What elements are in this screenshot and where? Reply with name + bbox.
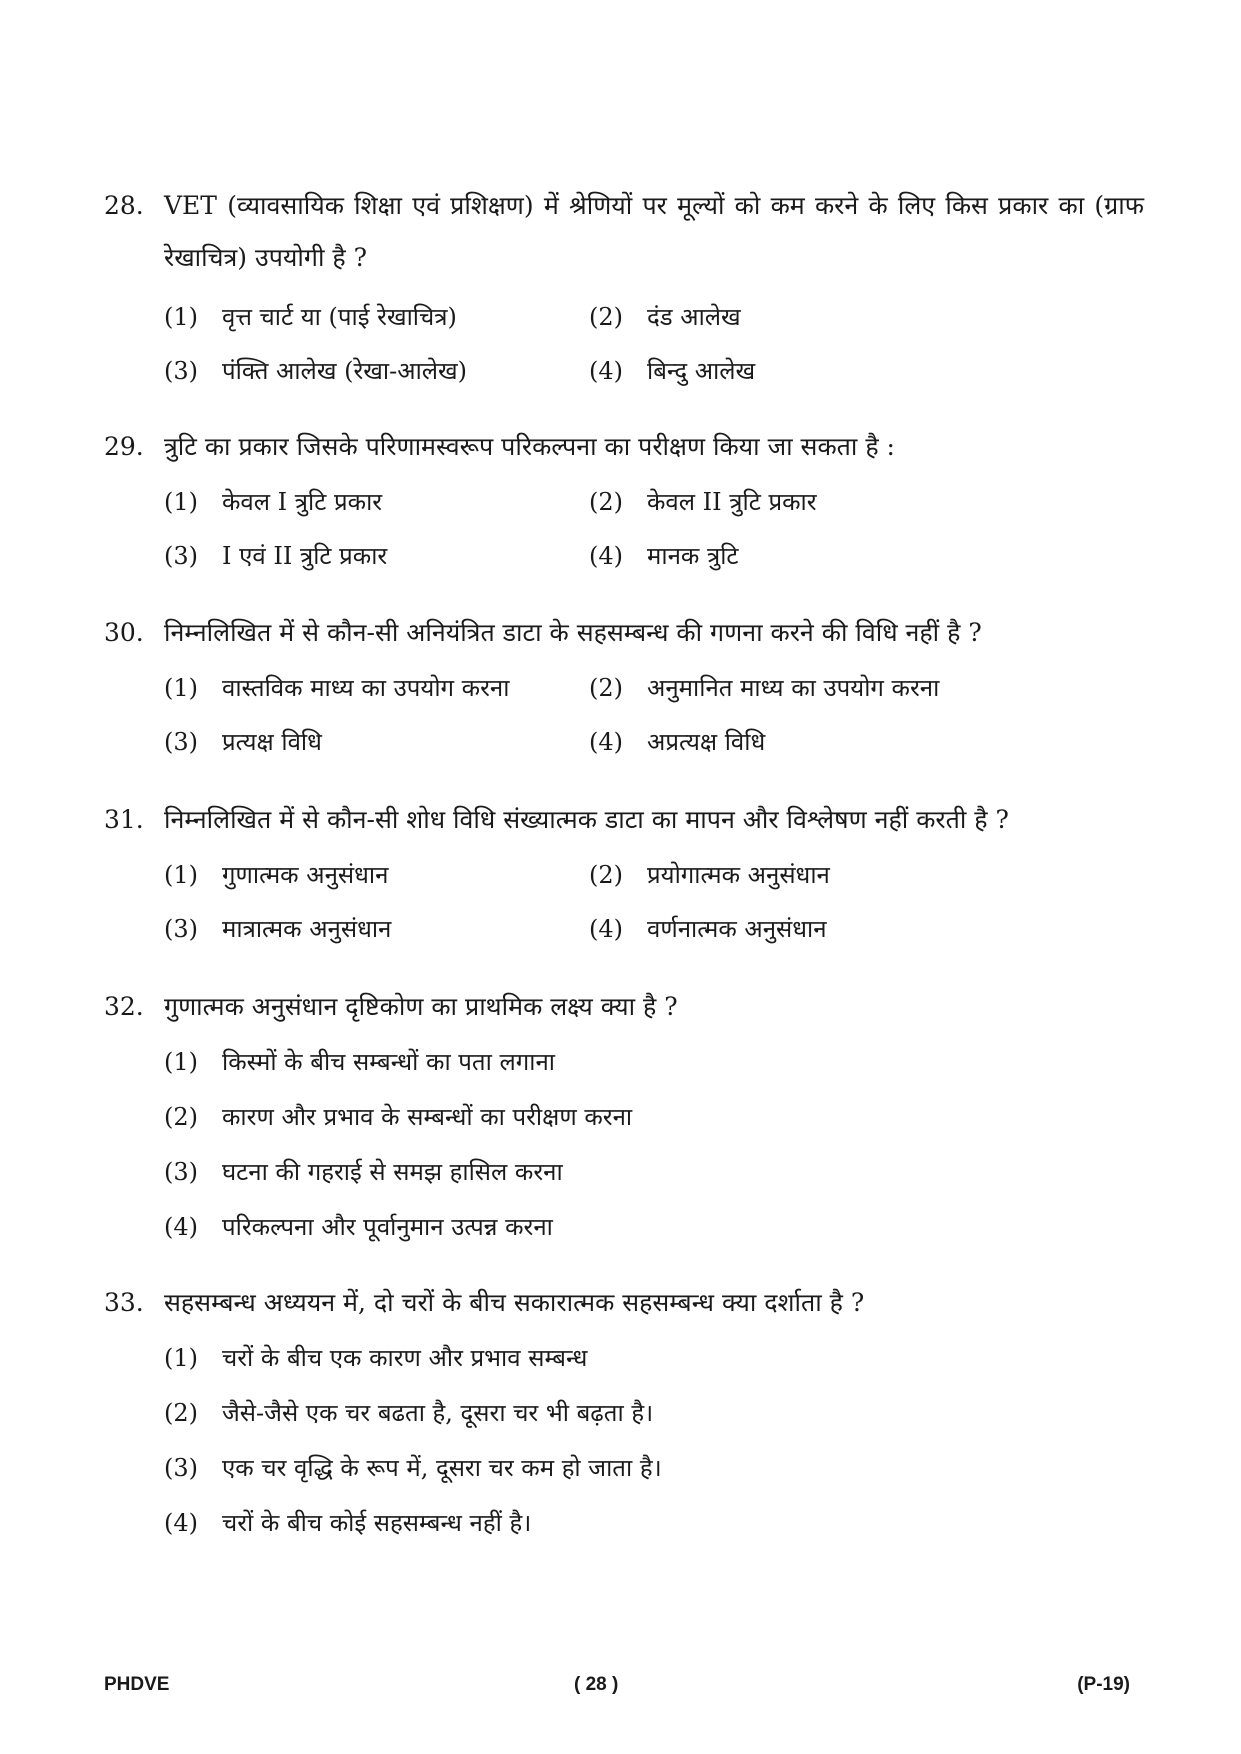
question-text: त्रुटि का प्रकार जिसके परिणामस्वरूप परिकल्पना का परीक्षण किया जा सकता है : <box>164 432 895 461</box>
option-4: (4) बिन्दु आलेख <box>589 357 756 385</box>
question-33 <box>104 1277 1144 1551</box>
option-3: (3) प्रत्यक्ष विधि <box>164 728 322 756</box>
page-footer <box>104 1674 1130 1704</box>
question-text: निम्नलिखित में से कौन-सी शोध विधि संख्यात्मक डाटा का मापन और विश्लेषण नहीं करती है ? <box>164 805 1009 834</box>
question-text: गुणात्मक अनुसंधान दृष्टिकोण का प्राथमिक लक्ष्य क्या है ? <box>164 992 678 1021</box>
options-grid <box>164 290 1144 398</box>
option-2: (2) कारण और प्रभाव के सम्बन्धों का परीक्षण करना <box>164 1103 633 1131</box>
option-1: (1) किस्मों के बीच सम्बन्धों का पता लगाना <box>164 1048 555 1076</box>
options-grid <box>164 475 1144 583</box>
option-3: (3) I एवं II त्रुटि प्रकार <box>164 542 388 570</box>
option-2: (2) केवल II त्रुटि प्रकार <box>589 488 817 516</box>
option-3: (3) घटना की गहराई से समझ हासिल करना <box>164 1158 563 1186</box>
option-1: (1) वास्तविक माध्य का उपयोग करना <box>164 674 510 702</box>
question-number: 29. <box>104 432 144 461</box>
question-28 <box>104 180 1144 398</box>
option-4: (4) अप्रत्यक्ष विधि <box>589 728 766 756</box>
option-2: (2) दंड आलेख <box>589 303 741 331</box>
option-4: (4) मानक त्रुटि <box>589 542 739 570</box>
option-1: (1) केवल I त्रुटि प्रकार <box>164 488 383 516</box>
option-3: (3) एक चर वृद्धि के रूप में, दूसरा चर कम हो जाता है। <box>164 1454 662 1482</box>
options-grid <box>164 661 1144 769</box>
options-list <box>164 1035 1144 1255</box>
option-2: (2) प्रयोगात्मक अनुसंधान <box>589 861 830 889</box>
page-number: ( 28 ) <box>574 1674 619 1695</box>
question-text: निम्नलिखित में से कौन-सी अनियंत्रित डाटा के सहसम्बन्ध की गणना करने की विधि नहीं है ? <box>164 618 982 647</box>
option-1: (1) चरों के बीच एक कारण और प्रभाव सम्बन्ध <box>164 1344 588 1372</box>
question-number: 28. <box>104 191 144 220</box>
question-31 <box>104 794 1144 956</box>
paper-code: PHDVE <box>104 1674 170 1695</box>
question-30 <box>104 607 1144 769</box>
option-1: (1) गुणात्मक अनुसंधान <box>164 861 389 889</box>
question-number: 31. <box>104 805 144 834</box>
option-2: (2) अनुमानित माध्य का उपयोग करना <box>589 674 940 702</box>
question-number: 32. <box>104 992 144 1021</box>
option-3: (3) मात्रात्मक अनुसंधान <box>164 915 392 943</box>
options-grid <box>164 848 1144 956</box>
question-number: 30. <box>104 618 144 647</box>
option-2: (2) जैसे-जैसे एक चर बढता है, दूसरा चर भी बढ़ता है। <box>164 1399 654 1427</box>
option-1: (1) वृत्त चार्ट या (पाई रेखाचित्र) <box>164 303 457 331</box>
question-29 <box>104 421 1144 583</box>
option-4: (4) वर्णनात्मक अनुसंधान <box>589 915 827 943</box>
options-list <box>164 1331 1144 1551</box>
option-4: (4) परिकल्पना और पूर्वानुमान उत्पन्न करना <box>164 1213 553 1241</box>
option-4: (4) चरों के बीच कोई सहसम्बन्ध नहीं है। <box>164 1509 532 1537</box>
question-32 <box>104 981 1144 1255</box>
question-text: सहसम्बन्ध अध्ययन में, दो चरों के बीच सकारात्मक सहसम्बन्ध क्या दर्शाता है ? <box>164 1288 865 1317</box>
option-3: (3) पंक्ति आलेख (रेखा-आलेख) <box>164 357 468 385</box>
question-text: VET (व्यावसायिक शिक्षा एवं प्रशिक्षण) में श्रेणियों पर मूल्यों को कम करने के लिए किस प्रकार का (ग्राफ रेखाचित्र) उपयोगी है ? <box>164 191 1144 272</box>
paper-reference: (P-19) <box>1077 1674 1130 1695</box>
question-number: 33. <box>104 1288 144 1317</box>
